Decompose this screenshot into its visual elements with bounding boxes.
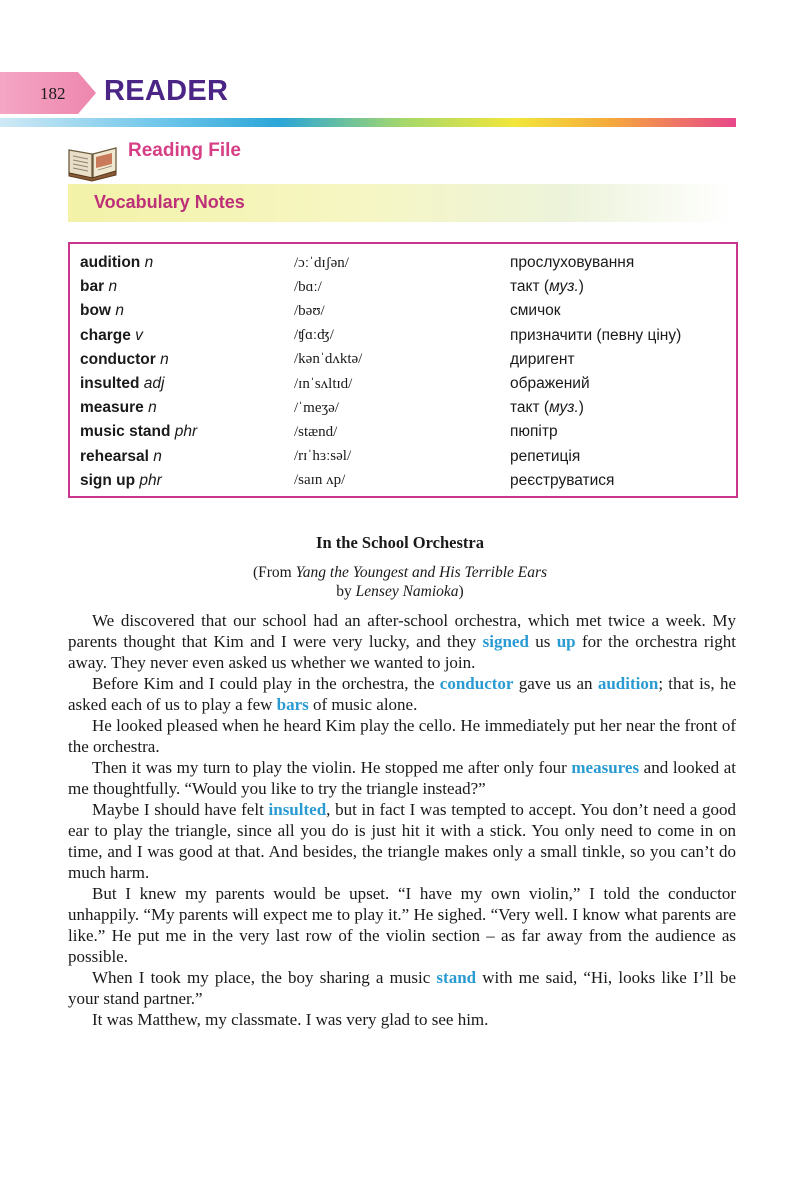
vocab-transcription: /ɔːˈdɪʃən/ [294, 254, 349, 271]
vocab-word-cell [80, 448, 294, 466]
vocab-transcription: /rɪˈhɜːsəl/ [294, 448, 352, 465]
story-paragraph [68, 610, 736, 673]
vocab-word-cell [80, 423, 294, 441]
vocabulary-highlight: up [556, 632, 576, 651]
vocab-word: bow [80, 302, 111, 320]
story-text-segment: We discovered that our school had an after-school orchestra, which met twice a week. My parents thought that Kim and I were very lucky, and they [68, 611, 736, 651]
vocab-word-cell [80, 472, 294, 490]
vocab-transcription: /saɪn ʌp/ [294, 472, 346, 489]
story-paragraph [68, 715, 736, 757]
story-text-segment: of music alone. [308, 695, 418, 714]
vocab-part-of-speech: n [160, 350, 169, 368]
vocab-transcription: /ʧɑːʤ/ [294, 327, 334, 344]
vocab-row [80, 251, 726, 275]
vocab-transcription: /stænd/ [294, 423, 338, 440]
vocab-translation: пюпітр [510, 423, 558, 441]
vocab-translation: прослуховування [510, 254, 635, 272]
story-text-segment: , but in fact I was tempted to accept. You don’t need a good ear to play the triangle, since all you do is just hit it with a stick. You only need to come in on time, and I was good at that. And besides, the triangle makes only a small tinkle, so you can’t do much harm. [68, 800, 736, 882]
vocab-row [80, 396, 726, 420]
vocabulary-table [68, 242, 738, 498]
vocab-word: sign up [80, 471, 136, 489]
story-text-segment: us [528, 632, 557, 651]
vocab-translation: репетиція [510, 447, 581, 465]
story-text-segment: When I took my place, the boy sharing a music [92, 968, 437, 987]
story-paragraph [68, 967, 736, 1009]
vocabulary-highlight: insulted [268, 800, 327, 819]
vocab-translation: такт (муз.) [510, 399, 584, 417]
open-book-icon [66, 142, 120, 182]
vocab-translation: диригент [510, 350, 575, 368]
story-paragraph [68, 673, 736, 715]
vocabulary-highlight: conductor [439, 674, 514, 693]
vocab-word-cell [80, 375, 294, 393]
vocab-word-cell [80, 327, 294, 345]
story-paragraph [68, 757, 736, 799]
source-author: Lensey Namioka [355, 583, 459, 600]
story-text-segment: with me said, “Hi, looks like I’ll be your stand partner.” [68, 968, 736, 1008]
story-paragraph [68, 883, 736, 967]
vocabulary-notes-heading: Vocabulary Notes [94, 192, 245, 212]
source-book-title: Yang the Youngest and His Terrible Ears [295, 564, 548, 581]
story-text-segment: But I knew my parents would be upset. “I have my own violin,” I told the conductor unhappily. “My parents will expect me to play it.” He sighed. “Very well. I know what parents are like.” He put me in the very last row of the violin section – as far away from the audience as possible. [68, 884, 736, 966]
vocab-word-cell [80, 254, 294, 272]
vocab-part-of-speech: n [144, 254, 154, 272]
vocab-row [80, 324, 726, 348]
reading-file-heading: Reading File [128, 140, 241, 161]
story-text-segment: He looked pleased when he heard Kim play the cello. He immediately put her near the front of the orchestra. [68, 716, 736, 756]
source-suffix: ) [458, 583, 464, 600]
vocab-part-of-speech: n [115, 302, 124, 320]
vocab-part-of-speech: n [108, 278, 118, 296]
vocab-row [80, 445, 726, 469]
section-title: READER [104, 75, 229, 107]
source-prefix: (From [252, 564, 296, 581]
vocab-word: music stand [80, 423, 171, 441]
vocab-word: rehearsal [80, 447, 149, 465]
vocab-transcription: /bɑː/ [294, 278, 322, 295]
vocab-row [80, 372, 726, 396]
vocab-word-cell [80, 302, 294, 320]
vocab-translation: призначити (певну ціну) [510, 326, 682, 344]
vocab-row [80, 299, 726, 323]
vocab-word-cell [80, 351, 294, 369]
vocab-word: conductor [80, 350, 156, 368]
story-text-segment: It was Matthew, my classmate. I was very glad to see him. [92, 1010, 489, 1029]
vocab-translation: такт (муз.) [510, 278, 584, 296]
vocab-transcription: /kənˈdʌktə/ [294, 351, 363, 368]
vocab-word: bar [80, 278, 105, 296]
vocab-word: charge [80, 326, 131, 344]
vocab-transcription: /bəʊ/ [294, 302, 325, 319]
music-abbreviation: муз. [549, 278, 579, 296]
story-paragraph [68, 1009, 736, 1030]
story-text-segment: and looked at me thoughtfully. “Would you like to try the triangle instead?” [68, 758, 736, 798]
vocab-part-of-speech: adj [143, 375, 165, 393]
page-number: 182 [40, 84, 66, 103]
vocab-part-of-speech: phr [139, 471, 162, 489]
story-paragraph [68, 799, 736, 883]
vocab-row [80, 275, 726, 299]
story-text-segment: ; that is, he asked each of us to play a few [68, 674, 736, 714]
story-source [0, 563, 800, 601]
story-text-segment: for the orchestra right away. They never even asked us whether we wanted to join. [68, 632, 736, 672]
story-text-segment: gave us an [513, 674, 598, 693]
vocab-transcription: /ˈmeʒə/ [294, 399, 339, 416]
story-text-segment: Before Kim and I could play in the orchestra, the [92, 674, 440, 693]
story-text-segment: Then it was my turn to play the violin. He stopped me after only four [92, 758, 572, 777]
story-text [68, 610, 736, 1030]
vocab-row [80, 469, 726, 493]
vocab-word: insulted [80, 375, 140, 393]
vocab-part-of-speech: phr [174, 423, 198, 441]
vocabulary-highlight: bars [276, 695, 309, 714]
vocab-row [80, 420, 726, 444]
vocabulary-highlight: signed [482, 632, 529, 651]
vocab-word: audition [80, 254, 141, 272]
vocab-translation: ображений [510, 375, 590, 393]
vocab-translation: реєструватися [510, 471, 615, 489]
vocab-word-cell [80, 399, 294, 417]
story-title: In the School Orchestra [316, 533, 484, 552]
vocab-row [80, 348, 726, 372]
vocabulary-highlight: measures [571, 758, 640, 777]
source-by: by [336, 583, 356, 600]
story-text-segment: Maybe I should have felt [92, 800, 269, 819]
header-divider [0, 118, 736, 127]
vocab-translation: смичок [510, 302, 561, 320]
vocab-transcription: /ɪnˈsʌltɪd/ [294, 375, 353, 392]
vocab-part-of-speech: n [148, 399, 157, 417]
vocab-part-of-speech: n [153, 447, 162, 465]
vocab-part-of-speech: v [135, 326, 143, 344]
music-abbreviation: муз. [549, 399, 579, 417]
vocab-word-cell [80, 278, 294, 296]
vocab-word: measure [80, 399, 144, 417]
vocabulary-highlight: stand [436, 968, 477, 987]
vocabulary-highlight: audition [597, 674, 659, 693]
